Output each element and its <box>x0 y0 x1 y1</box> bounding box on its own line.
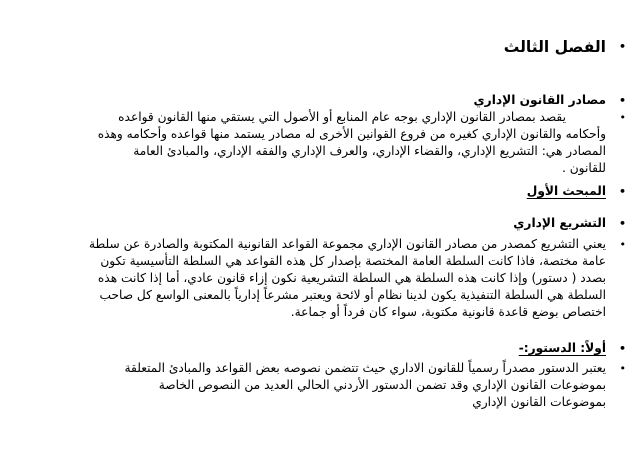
first-topic-title: المبحث الأول <box>526 184 606 198</box>
bullet-icon: • <box>618 217 626 230</box>
constitution-title: أولاً: الدستور:- <box>518 341 606 355</box>
bullet-icon: • <box>619 111 626 124</box>
section-title: مصادر القانون الإداري <box>473 93 606 107</box>
intro-line-1: يقصد بمصادر القانون الإداري بوجه عام المنابع أو الأصول التي يستقي منها القانون قواعده <box>118 110 566 124</box>
intro-line-4: للقانون . <box>561 161 606 175</box>
constitution-paragraph <box>46 360 626 411</box>
legislation-line-1: يعني التشريع كمصدر من مصادر القانون الإداري مجموعة القواعد القانونية المكتوبة والصادرة عن سلطة <box>88 237 606 251</box>
constitution-title-item <box>518 340 626 357</box>
bullet-icon: • <box>619 362 626 375</box>
legislation-line-2: عامة مختصة، فاذا كانت السلطة العامة المختصة بإصدار كل هذه القواعد هي السلطة التأسيسية تكون <box>100 254 606 268</box>
first-topic-item <box>526 183 626 200</box>
intro-line-3: المصادر هي: التشريع الإداري، والقضاء الإداري، والعرف الإداري والفقه الإداري، والمبادئ العامة <box>133 144 606 158</box>
legislation-line-3: بصدد ( دستور) وإذا كانت هذه السلطة هي السلطة التشريعية نكون إزاء قانون عادي، أما إذا كانت هذه <box>97 271 606 285</box>
intro-paragraph <box>46 109 626 177</box>
bullet-icon: • <box>618 40 626 53</box>
legislation-line-5: اختصاص بوضع قاعدة قانونية مكتوبة، سواء كان فرداً أو جماعة. <box>290 305 606 319</box>
bullet-icon: • <box>618 94 626 107</box>
bullet-icon: • <box>618 342 626 355</box>
legislation-title: التشريع الإداري <box>513 216 606 230</box>
intro-line-2: وأحكامه والقانون الإداري كغيره من فروع القوانين الأخرى له مصادر يستمد منها قواعده وأحكامه وهذه <box>97 127 606 141</box>
bullet-icon: • <box>619 238 626 251</box>
chapter-title: الفصل الثالث <box>503 38 606 56</box>
constitution-line-1: يعتبر الدستور مصدراً رسمياً للقانون الاداري حيث تتضمن نصوصه بعض القواعد والمبادئ المتعلقة <box>124 361 606 375</box>
chapter-title-item <box>503 37 626 57</box>
legislation-title-item <box>513 215 626 232</box>
section-title-item <box>473 92 626 109</box>
bullet-icon: • <box>618 185 626 198</box>
constitution-line-2: بموضوعات القانون الإداري وقد تضمن الدستور الأردني الحالي العديد من النصوص الخاصة <box>158 378 606 392</box>
legislation-line-4: السلطة هي السلطة التنفيذية يكون لدينا نظام أو لائحة ويعتبر مشرعاً إدارياً بالمعنى الواسع كل صاحب <box>99 288 606 302</box>
legislation-paragraph <box>46 236 626 321</box>
constitution-line-3: بموضوعات القانون الإداري <box>472 395 606 409</box>
